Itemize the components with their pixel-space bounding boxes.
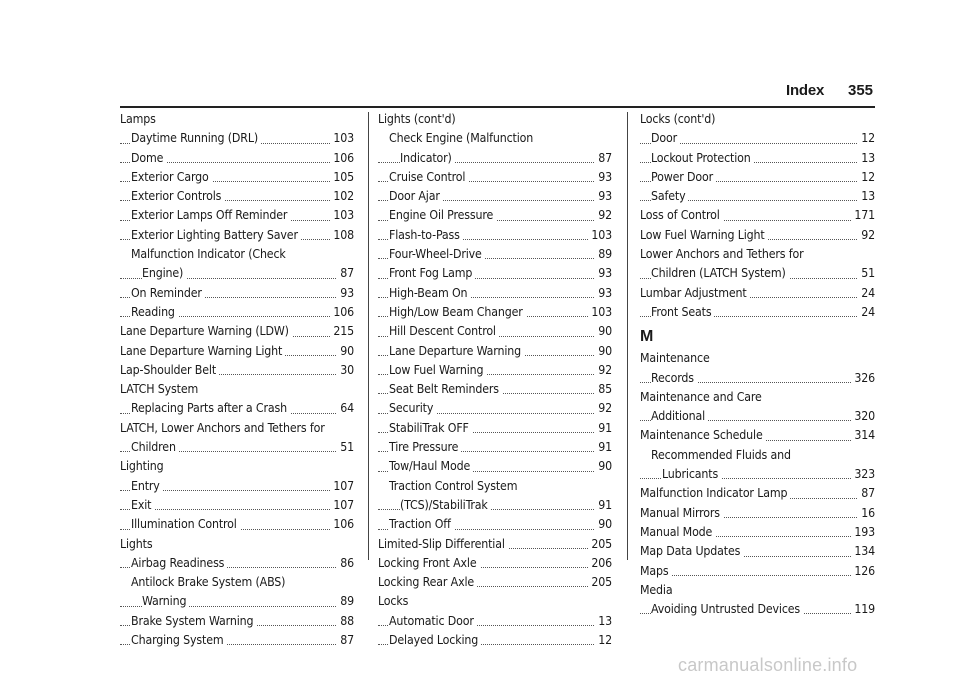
index-entry [640, 542, 875, 561]
index-entry [120, 226, 354, 245]
entry-text: Door Ajar [389, 189, 443, 203]
page-reference: 12 [858, 168, 875, 187]
index-entry [120, 496, 354, 515]
index-entry [120, 264, 354, 283]
index-entry [640, 581, 875, 600]
entry-text: Check Engine (Malfunction [389, 131, 536, 145]
index-entry [640, 149, 875, 168]
page-reference: 91 [595, 419, 612, 438]
page-reference: 64 [337, 399, 354, 418]
entry-text: On Reminder [131, 286, 205, 300]
index-entry [640, 206, 875, 225]
entry-text: Recommended Fluids and [651, 448, 794, 462]
page-reference: 92 [595, 361, 612, 380]
index-entry [120, 322, 354, 341]
index-entry [120, 419, 354, 438]
page-reference: 107 [330, 477, 354, 496]
entry-text: Indicator) [400, 151, 455, 165]
entry-text: Front Seats [651, 305, 714, 319]
entry-text: Reading [131, 305, 178, 319]
entry-text: Lane Departure Warning [389, 344, 524, 358]
page-reference: 102 [330, 187, 354, 206]
index-column-2 [378, 110, 612, 650]
entry-text: Lamps [120, 112, 159, 126]
entry-text: High-Beam On [389, 286, 470, 300]
index-entry [120, 342, 354, 361]
page-reference: 51 [337, 438, 354, 457]
entry-text: (TCS)/StabiliTrak [400, 498, 491, 512]
entry-text: Airbag Readiness [131, 556, 227, 570]
entry-text: Engine) [142, 266, 186, 280]
page-reference: 205 [588, 573, 612, 592]
index-entry [640, 523, 875, 542]
index-entry [378, 438, 612, 457]
index-entry [378, 515, 612, 534]
entry-text: Map Data Updates [640, 544, 743, 558]
entry-text: Additional [651, 409, 708, 423]
page-reference: 51 [858, 264, 875, 283]
entry-text: Exit [131, 498, 154, 512]
index-entry [640, 245, 875, 264]
entry-text: Lights [120, 537, 155, 551]
page-reference: 326 [851, 369, 875, 388]
entry-text: Exterior Controls [131, 189, 224, 203]
page-reference: 126 [851, 562, 875, 581]
entry-text: Maps [640, 564, 672, 578]
page-reference: 103 [588, 226, 612, 245]
entry-text: Delayed Locking [389, 633, 481, 647]
index-entry [120, 535, 354, 554]
index-entry [120, 206, 354, 225]
entry-text: Exterior Cargo [131, 170, 212, 184]
page-reference: 86 [337, 554, 354, 573]
index-entry [120, 573, 354, 592]
entry-text: Cruise Control [389, 170, 468, 184]
section-letter: M [640, 328, 654, 346]
index-entry [120, 612, 354, 631]
index-entry [378, 496, 612, 515]
entry-text: Locks [378, 594, 411, 608]
page-reference: 13 [595, 612, 612, 631]
index-entry [120, 554, 354, 573]
page-reference: 87 [337, 631, 354, 650]
entry-text: Tow/Haul Mode [389, 459, 473, 473]
page-reference: 106 [330, 303, 354, 322]
index-entry [378, 457, 612, 476]
index-entry [640, 600, 875, 619]
entry-text: Brake System Warning [131, 614, 256, 628]
entry-text: Replacing Parts after a Crash [131, 401, 290, 415]
page-reference: 87 [595, 149, 612, 168]
index-entry [640, 504, 875, 523]
page-reference: 24 [858, 284, 875, 303]
index-entry [378, 554, 612, 573]
page-reference: 16 [858, 504, 875, 523]
page-reference: 106 [330, 149, 354, 168]
index-entry [378, 149, 612, 168]
index-entry [640, 562, 875, 581]
index-entry [120, 284, 354, 303]
entry-text: Power Door [651, 170, 716, 184]
index-entry [378, 361, 612, 380]
entry-text: Maintenance Schedule [640, 428, 766, 442]
index-entry [378, 110, 612, 129]
index-entry [120, 361, 354, 380]
page-reference: 103 [588, 303, 612, 322]
entry-text: Antilock Brake System (ABS) [131, 575, 288, 589]
index-entry [378, 303, 612, 322]
index-entry [120, 380, 354, 399]
page-reference: 93 [595, 168, 612, 187]
dot-leader [640, 575, 875, 576]
page-reference: 320 [851, 407, 875, 426]
entry-text: Malfunction Indicator Lamp [640, 486, 790, 500]
entry-text: Warning [142, 594, 189, 608]
entry-text: Locking Front Axle [378, 556, 480, 570]
entry-text: Charging System [131, 633, 227, 647]
index-entry [378, 322, 612, 341]
entry-text: Avoiding Untrusted Devices [651, 602, 803, 616]
index-entry [120, 515, 354, 534]
index-entry [378, 419, 612, 438]
entry-text: Records [651, 371, 697, 385]
index-entry [378, 245, 612, 264]
entry-text: Daytime Running (DRL) [131, 131, 261, 145]
page-reference: 91 [595, 496, 612, 515]
index-entry [640, 465, 875, 484]
entry-text: LATCH System [120, 382, 201, 396]
index-entry [640, 426, 875, 445]
index-entry [378, 284, 612, 303]
entry-text: Security [389, 401, 436, 415]
page-reference: 105 [330, 168, 354, 187]
page-reference: 108 [330, 226, 354, 245]
index-entry [378, 592, 612, 611]
index-entry [640, 168, 875, 187]
entry-text: Door [651, 131, 680, 145]
entry-text: Manual Mode [640, 525, 715, 539]
entry-text: Media [640, 583, 675, 597]
entry-text: Four-Wheel-Drive [389, 247, 485, 261]
entry-text: Lower Anchors and Tethers for [640, 247, 807, 261]
page-reference: 205 [588, 535, 612, 554]
entry-text: Children [131, 440, 179, 454]
entry-text: Exterior Lamps Off Reminder [131, 208, 290, 222]
entry-text: StabiliTrak OFF [389, 421, 472, 435]
entry-text: Limited-Slip Differential [378, 537, 508, 551]
entry-text: Children (LATCH System) [651, 266, 789, 280]
entry-text: Lights (cont'd) [378, 112, 459, 126]
page-reference: 93 [595, 187, 612, 206]
page-reference: 92 [595, 399, 612, 418]
page-reference: 89 [337, 592, 354, 611]
page-reference: 88 [337, 612, 354, 631]
entry-text: Maintenance and Care [640, 390, 765, 404]
index-entry [120, 168, 354, 187]
entry-text: Lighting [120, 459, 167, 473]
index-entry [640, 369, 875, 388]
entry-text: Front Fog Lamp [389, 266, 475, 280]
index-entry [640, 349, 875, 368]
entry-text: Lumbar Adjustment [640, 286, 750, 300]
index-entry [120, 477, 354, 496]
page-reference: 215 [330, 322, 354, 341]
column-divider [368, 112, 369, 560]
index-entry [640, 264, 875, 283]
entry-text: Automatic Door [389, 614, 477, 628]
page-reference: 92 [858, 226, 875, 245]
page-reference: 89 [595, 245, 612, 264]
page-reference: 13 [858, 187, 875, 206]
entry-text: Hill Descent Control [389, 324, 499, 338]
index-entry [640, 388, 875, 407]
entry-text: Low Fuel Warning Light [640, 228, 768, 242]
index-entry [640, 407, 875, 426]
entry-text: Locks (cont'd) [640, 112, 718, 126]
page-number: 355 [848, 82, 874, 99]
page-reference: 206 [588, 554, 612, 573]
entry-text: Exterior Lighting Battery Saver [131, 228, 301, 242]
index-entry [378, 342, 612, 361]
index-entry [120, 399, 354, 418]
index-entry [640, 226, 875, 245]
page-reference: 119 [851, 600, 875, 619]
page-reference: 93 [595, 284, 612, 303]
page-reference: 91 [595, 438, 612, 457]
index-entry [378, 226, 612, 245]
page-reference: 12 [858, 129, 875, 148]
page-reference: 92 [595, 206, 612, 225]
index-entry [120, 592, 354, 611]
page-reference: 103 [330, 206, 354, 225]
index-column-3 [640, 110, 875, 619]
entry-text: Dome [131, 151, 166, 165]
page-reference: 13 [858, 149, 875, 168]
index-entry [378, 573, 612, 592]
entry-text: Lap-Shoulder Belt [120, 363, 219, 377]
entry-text: Traction Off [389, 517, 454, 531]
index-entry [378, 631, 612, 650]
header-rule [120, 106, 875, 108]
page-reference: 87 [337, 264, 354, 283]
watermark: carmanualsonline.info [678, 655, 858, 675]
page-reference: 87 [858, 484, 875, 503]
page-reference: 24 [858, 303, 875, 322]
index-entry [640, 303, 875, 322]
page-reference: 90 [595, 322, 612, 341]
dot-leader [120, 509, 354, 510]
page-reference: 106 [330, 515, 354, 534]
page-reference: 193 [851, 523, 875, 542]
page-reference: 93 [595, 264, 612, 283]
page-reference: 314 [851, 426, 875, 445]
index-entry [378, 129, 612, 148]
index-entry [378, 399, 612, 418]
index-entry [640, 110, 875, 129]
entry-text: Entry [131, 479, 163, 493]
page-reference: 12 [595, 631, 612, 650]
entry-text: Low Fuel Warning [389, 363, 486, 377]
entry-text: Flash-to-Pass [389, 228, 463, 242]
section-title: Index [786, 82, 825, 99]
entry-text: Lane Departure Warning Light [120, 344, 285, 358]
index-entry [120, 303, 354, 322]
index-entry [378, 206, 612, 225]
entry-text: LATCH, Lower Anchors and Tethers for [120, 421, 328, 435]
page-header [0, 82, 960, 106]
index-entry [640, 129, 875, 148]
index-entry [378, 477, 612, 496]
entry-text: Locking Rear Axle [378, 575, 477, 589]
entry-text: High/Low Beam Changer [389, 305, 526, 319]
entry-text: Lubricants [662, 467, 721, 481]
page-reference: 134 [851, 542, 875, 561]
index-entry [640, 446, 875, 465]
index-entry [120, 438, 354, 457]
index-entry [378, 380, 612, 399]
page-reference: 171 [851, 206, 875, 225]
page-reference: 93 [337, 284, 354, 303]
index-entry [640, 284, 875, 303]
index-entry [640, 484, 875, 503]
page-reference: 90 [337, 342, 354, 361]
index-entry [120, 149, 354, 168]
index-entry [378, 187, 612, 206]
page-reference: 90 [595, 515, 612, 534]
index-entry [378, 535, 612, 554]
index-entry [378, 612, 612, 631]
entry-text: Traction Control System [389, 479, 520, 493]
page-reference: 90 [595, 457, 612, 476]
index-entry [640, 187, 875, 206]
index-entry [378, 168, 612, 187]
entry-text: Engine Oil Pressure [389, 208, 496, 222]
column-divider [627, 112, 628, 560]
entry-text: Safety [651, 189, 688, 203]
index-entry [120, 129, 354, 148]
index-entry [120, 187, 354, 206]
entry-text: Tire Pressure [389, 440, 461, 454]
index-entry [120, 245, 354, 264]
index-column-1 [120, 110, 354, 650]
page-reference: 30 [337, 361, 354, 380]
page-reference: 107 [330, 496, 354, 515]
index-entry [120, 631, 354, 650]
entry-text: Seat Belt Reminders [389, 382, 502, 396]
entry-text: Loss of Control [640, 208, 723, 222]
entry-text: Manual Mirrors [640, 506, 723, 520]
index-entry [378, 264, 612, 283]
index-entry [120, 457, 354, 476]
page-reference: 85 [595, 380, 612, 399]
page-reference: 103 [330, 129, 354, 148]
entry-text: Malfunction Indicator (Check [131, 247, 289, 261]
entry-text: Illumination Control [131, 517, 240, 531]
index-entry [120, 110, 354, 129]
entry-text: Maintenance [640, 351, 713, 365]
page-reference: 323 [851, 465, 875, 484]
page-reference: 90 [595, 342, 612, 361]
entry-text: Lockout Protection [651, 151, 754, 165]
entry-text: Lane Departure Warning (LDW) [120, 324, 292, 338]
